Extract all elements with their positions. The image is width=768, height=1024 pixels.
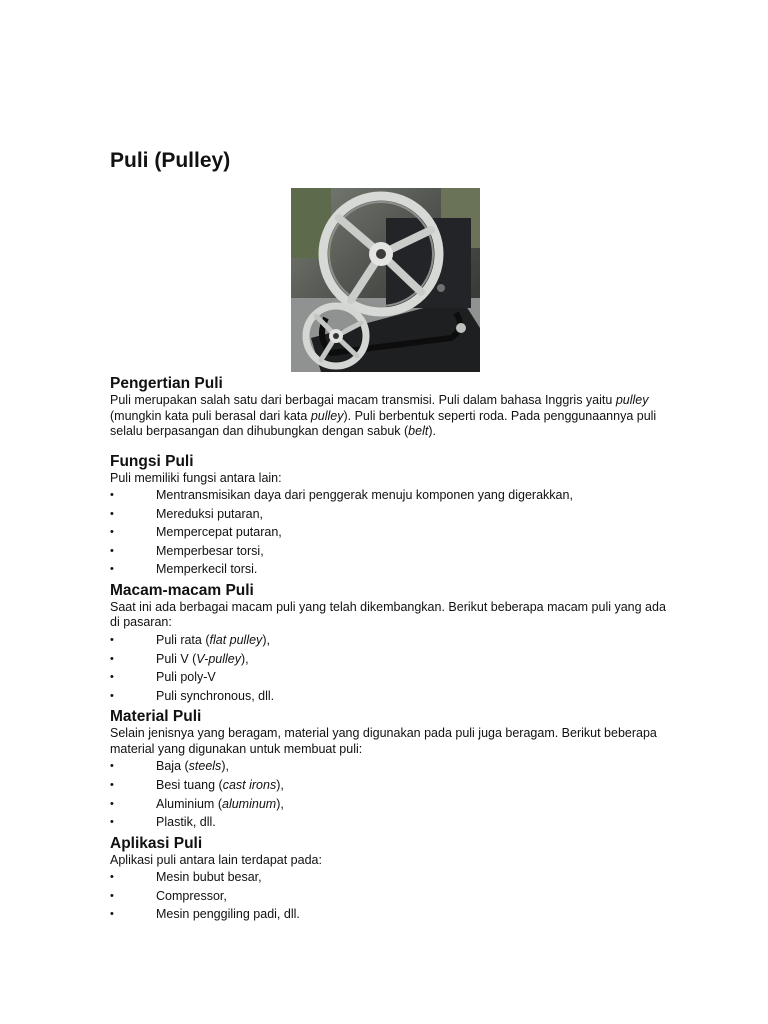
document-page xyxy=(110,146,670,924)
list-item: • Mempercepat putaran, xyxy=(110,523,670,542)
pulley-photo xyxy=(291,188,480,372)
italic-term: belt xyxy=(408,424,429,438)
bullet-list xyxy=(110,631,670,705)
section-intro: Puli memiliki fungsi antara lain: xyxy=(110,470,282,485)
list-item: • Mesin penggiling padi, dll. xyxy=(110,905,670,924)
bullet-list xyxy=(110,868,670,924)
section-heading: Aplikasi Puli xyxy=(110,834,203,852)
list-item: • Mentransmisikan daya dari penggerak menuju komponen yang digerakkan, xyxy=(110,486,670,505)
italic-term: pulley xyxy=(615,393,649,407)
section-paragraph xyxy=(110,393,670,440)
list-item: • Puli poly-V xyxy=(110,668,670,687)
section-heading: Macam-macam Puli xyxy=(110,581,254,599)
list-item: • Mereduksi putaran, xyxy=(110,505,670,524)
italic-term: pulley xyxy=(310,408,344,423)
list-item: • Puli rata (flat pulley), xyxy=(110,631,670,650)
list-item: • Aluminium (aluminum), xyxy=(110,795,670,814)
text-run: ). xyxy=(428,424,436,438)
section-pengertian xyxy=(110,374,670,440)
section-intro: Saat ini ada berbagai macam puli yang telah dikembangkan. Berikut beberapa macam puli yang ada di pasaran: xyxy=(110,599,666,630)
section-macam xyxy=(110,581,670,705)
list-item: • Mesin bubut besar, xyxy=(110,868,670,887)
page-title: Puli (Pulley) xyxy=(110,149,231,172)
section-heading: Fungsi Puli xyxy=(110,452,194,470)
section-intro: Aplikasi puli antara lain terdapat pada: xyxy=(110,852,322,867)
section-aplikasi xyxy=(110,834,670,924)
section-material xyxy=(110,707,670,831)
pulley-illustration xyxy=(291,188,480,372)
bullet-list xyxy=(110,757,670,831)
bullet-list xyxy=(110,486,670,579)
list-item: • Puli V (V-pulley), xyxy=(110,650,670,669)
list-item: • Puli synchronous, dll. xyxy=(110,687,670,706)
section-intro: Selain jenisnya yang beragam, material yang digunakan pada puli juga beragam. Berikut beberapa material yang digunakan untuk membuat puli: xyxy=(110,726,657,756)
text-run: (mungkin kata puli berasal dari kata xyxy=(110,408,311,423)
list-item: • Plastik, dll. xyxy=(110,813,670,832)
list-item: • Compressor, xyxy=(110,887,670,906)
text-run: ). Puli berbentuk seperti roda. Pada penggunaannya puli selalu berpasangan dan dihubungkan dengan sabuk ( xyxy=(110,408,657,438)
list-item: • Memperkecil torsi. xyxy=(110,560,670,579)
list-item: • Besi tuang (cast irons), xyxy=(110,776,670,795)
section-heading: Pengertian Puli xyxy=(110,375,223,392)
section-heading: Material Puli xyxy=(110,708,202,726)
list-item: • Baja (steels), xyxy=(110,757,670,776)
list-item: • Memperbesar torsi, xyxy=(110,542,670,561)
text-run: Puli merupakan salah satu dari berbagai macam transmisi. Puli dalam bahasa Inggris yaitu xyxy=(110,393,616,407)
section-fungsi xyxy=(110,452,670,579)
